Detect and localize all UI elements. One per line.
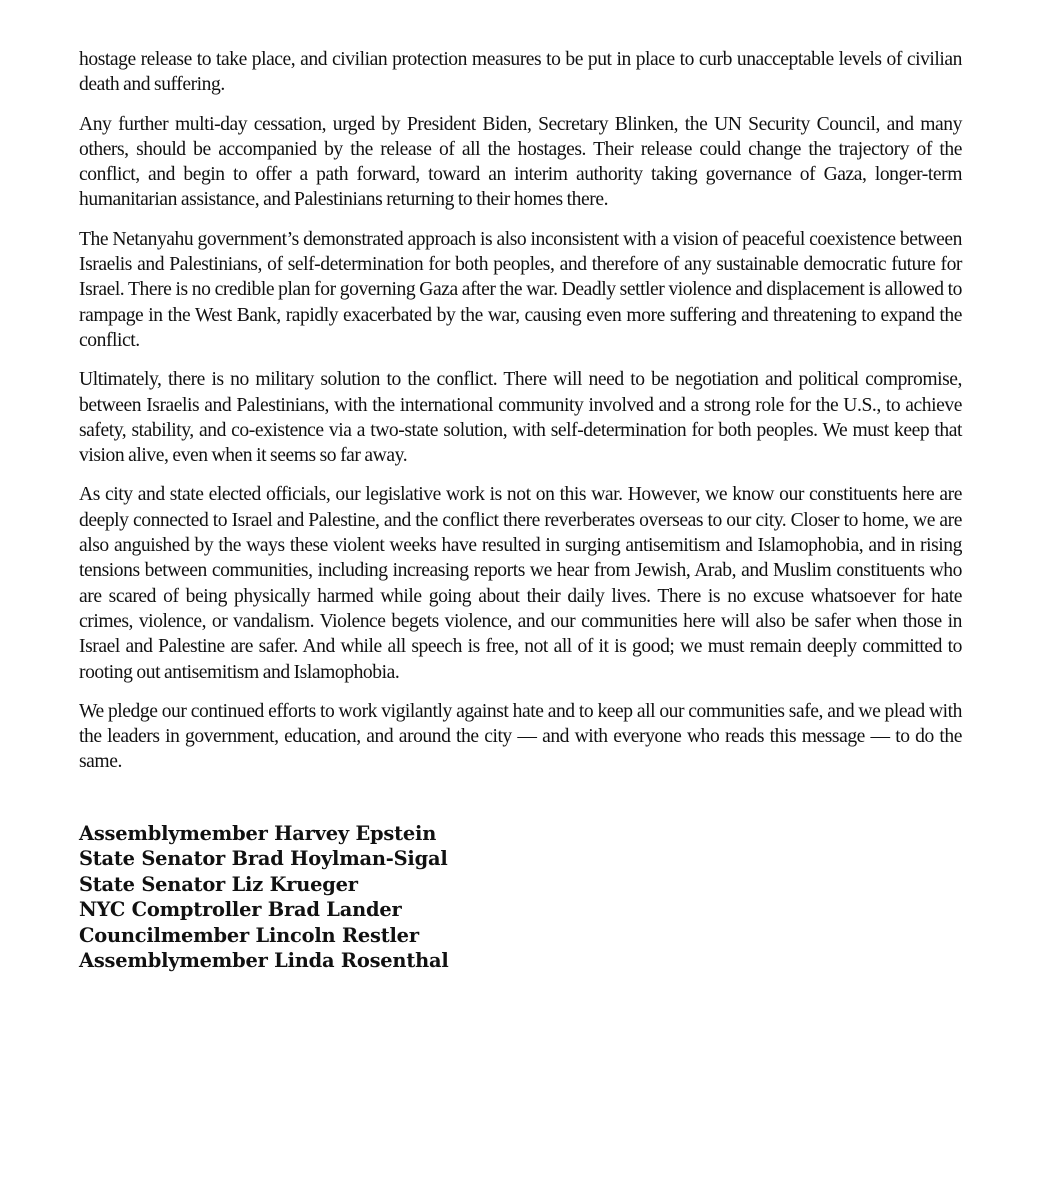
signatory: State Senator Brad Hoylman-Sigal	[79, 847, 448, 871]
signatory: Assemblymember Linda Rosenthal	[79, 949, 449, 973]
paragraph-no-military-solution: Ultimately, there is no military solution to the conflict. There will need to be negotiation and political compromise, between Israelis and Palestinians, with the international community involved and a strong role for the U.S., to achieve safety, stability, and co-existence via a two-state solution, with self-determination for both peoples. We must keep that vision alive, even when it seems so far away.	[79, 369, 962, 467]
paragraph-cessation: Any further multi-day cessation, urged by President Biden, Secretary Blinken, the UN Security Council, and many others, should be accompanied by the release of all the hostages. Their release could change the trajectory of the conflict, and begin to offer a path forward, toward an interim authority taking governance of Gaza, longer-term humanitarian assistance, and Palestinians returning to their homes there.	[79, 113, 962, 211]
signatory: Councilmember Lincoln Restler	[79, 923, 419, 947]
letter-page	[79, 47, 962, 974]
signatories-list	[79, 821, 962, 974]
signatory: NYC Comptroller Brad Lander	[79, 898, 402, 922]
paragraph-pledge: We pledge our continued efforts to work vigilantly against hate and to keep all our communities safe, and we plead with the leaders in government, education, and around the city — and with everyone who reads this message — to do the same.	[79, 700, 962, 773]
paragraph-hostage-release: hostage release to take place, and civilian protection measures to be put in place to curb unacceptable levels of civilian death and suffering.	[79, 49, 962, 96]
signatory: State Senator Liz Krueger	[79, 872, 358, 896]
paragraph-netanyahu-government: The Netanyahu government’s demonstrated approach is also inconsistent with a vision of peaceful coexistence between Israelis and Palestinians, of self-determination for both peoples, and therefore of any sustainable democratic future for Israel. There is no credible plan for governing Gaza after the war. Deadly settler violence and displacement is allowed to rampage in the West Bank, rapidly exacerbated by the war, causing even more suffering and threatening to expand the conflict.	[79, 228, 962, 351]
paragraph-elected-officials: As city and state elected officials, our legislative work is not on this war. However, we know our constituents here are deeply connected to Israel and Palestine, and the conflict there reverberates overseas to our city. Closer to home, we are also anguished by the ways these violent weeks have resulted in surging antisemitism and Islamophobia, and in rising tensions between communities, including increasing reports we hear from Jewish, Arab, and Muslim constituents who are scared of being physically harmed while going about their daily lives. There is no excuse whatsoever for hate crimes, violence, or vandalism. Violence begets violence, and our communities here will also be safer when those in Israel and Palestine are safer. And while all speech is free, not all of it is good; we must remain deeply committed to rooting out antisemitism and Islamophobia.	[79, 484, 962, 683]
signatory: Assemblymember Harvey Epstein	[79, 821, 437, 845]
